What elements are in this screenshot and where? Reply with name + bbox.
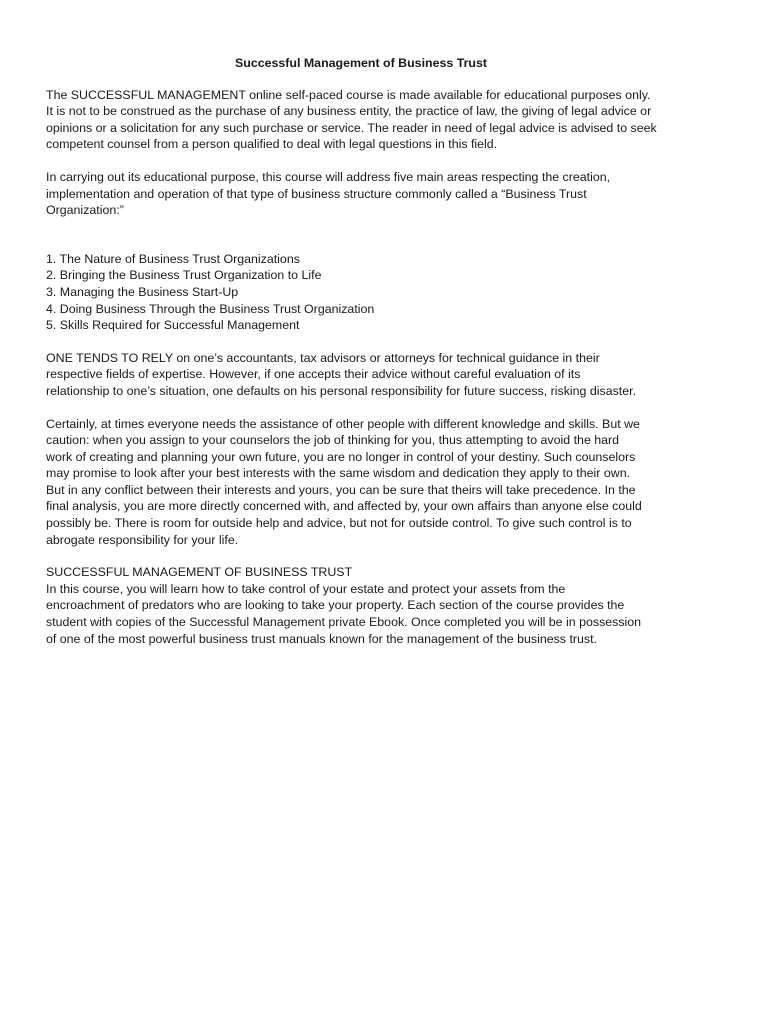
purpose-line: In carrying out its educational purpose, this course will address five main areas respecting the creation, (46, 169, 611, 184)
intro-paragraph (46, 87, 676, 153)
section-paragraph (46, 564, 676, 647)
list-item: 1. The Nature of Business Trust Organizations (46, 251, 300, 266)
rely-line: ONE TENDS TO RELY on one’s accountants, tax advisors or attorneys for technical guidance in their (46, 350, 600, 365)
intro-line: It is not to be construed as the purchase of any business entity, the practice of law, the giving of legal advice or (46, 104, 652, 119)
list-item: 4. Doing Business Through the Business Trust Organization (46, 301, 375, 316)
section-line: In this course, you will learn how to take control of your estate and protect your assets from the (46, 581, 566, 596)
section-line: encroachment of predators who are looking to take your property. Each section of the course provides the (46, 598, 625, 613)
list-item: 3. Managing the Business Start-Up (46, 284, 239, 299)
caution-line: caution: when you assign to your counselors the job of thinking for you, thus attempting to avoid the hard (46, 433, 620, 448)
spacer (46, 235, 676, 251)
purpose-paragraph (46, 169, 676, 219)
rely-paragraph (46, 350, 676, 400)
document-title: Successful Management of Business Trust (234, 56, 487, 70)
document-page (46, 55, 676, 663)
section-line: student with copies of the Successful Management private Ebook. Once completed you will be in possession (46, 615, 642, 630)
list-item: 2. Bringing the Business Trust Organization to Life (46, 268, 322, 283)
caution-line: abrogate responsibility for your life. (46, 532, 239, 547)
caution-line: work of creating and planning your own future, you are no longer in control of your destiny. Such counselors (46, 449, 636, 464)
list-item: 5. Skills Required for Successful Management (46, 318, 300, 333)
caution-paragraph (46, 416, 676, 549)
purpose-line: implementation and operation of that type of business structure commonly called a “Business Trust (46, 186, 587, 201)
caution-line: final analysis, you are more directly concerned with, and affected by, your own affairs than anyone else could (46, 499, 642, 514)
caution-line: may promise to look after your best interests with the same wisdom and dedication they apply to their own. (46, 466, 631, 481)
intro-line: The SUCCESSFUL MANAGEMENT online self-paced course is made available for educational purposes only. (46, 87, 651, 102)
caution-line: possibly be. There is room for outside help and advice, but not for outside control. To give such control is to (46, 516, 632, 531)
caution-line: Certainly, at times everyone needs the assistance of other people with different knowledge and skills. But we (46, 416, 640, 431)
section-heading: SUCCESSFUL MANAGEMENT OF BUSINESS TRUST (46, 565, 353, 580)
purpose-line: Organization:” (46, 203, 124, 218)
areas-list (46, 251, 676, 334)
section-line: of one of the most powerful business trust manuals known for the management of the business trust. (46, 631, 597, 646)
caution-line: But in any conflict between their interests and yours, you can be sure that theirs will take precedence. In the (46, 482, 636, 497)
rely-line: relationship to one’s situation, one defaults on his personal responsibility for future success, risking disaster. (46, 383, 637, 398)
intro-line: opinions or a solicitation for any such purchase or service. The reader in need of legal advice is advised to seek (46, 120, 657, 135)
intro-line: competent counsel from a person qualified to deal with legal questions in this field. (46, 137, 498, 152)
rely-line: respective fields of expertise. However, if one accepts their advice without careful evaluation of its (46, 367, 581, 382)
